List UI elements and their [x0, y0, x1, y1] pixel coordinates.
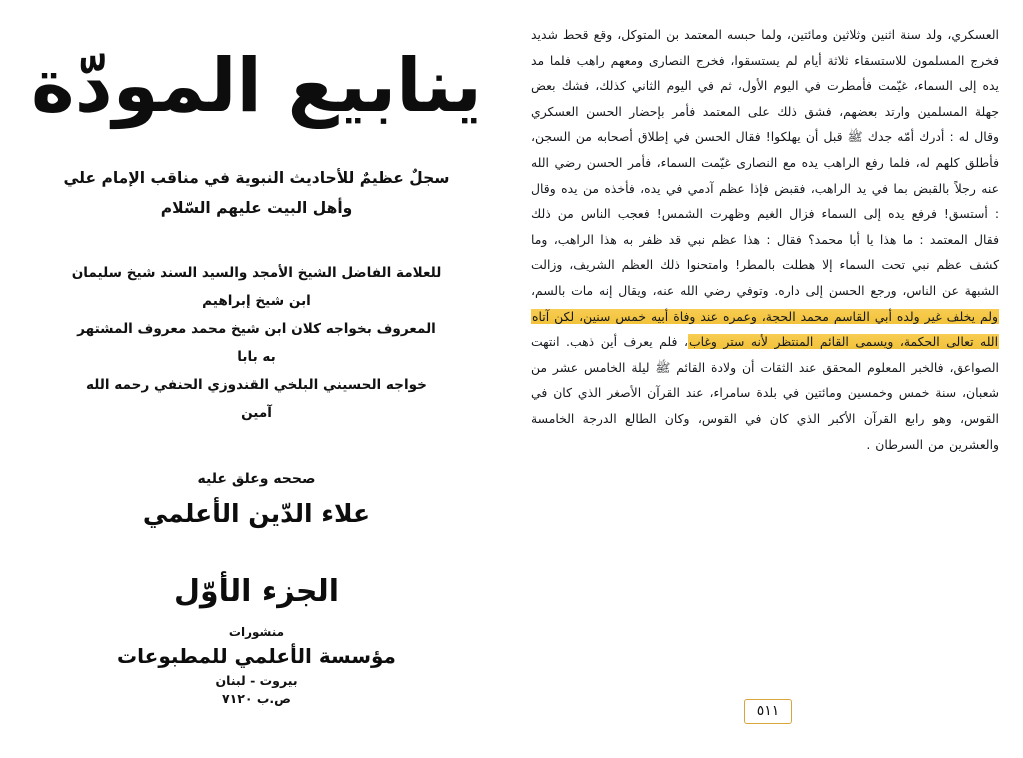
volume-label: الجزء الأوّل [173, 574, 340, 610]
verification-label: صححه وعلق عليه [197, 471, 316, 488]
book-author-attribution [30, 259, 483, 427]
text-page [513, 0, 1023, 758]
page-number: ٥١١ [744, 699, 793, 724]
publisher-name: مؤسسة الأعلمي للمطبوعات [117, 644, 396, 668]
publisher-prefix: منشورات [228, 625, 285, 639]
publisher-po-box: ص.ب ٧١٢٠ [221, 691, 291, 706]
book-subtitle [30, 163, 483, 223]
highlighted-passage: ولم يخلف غير ولده أبي القاسم محمد الحجة، وعمره عند وفاة أبيه خمس سنين، لكن آتاه الله تعالى الحكمة، ويسمى القائم المنتظر لأنه ستر وغاب [532, 308, 999, 350]
body-text-part-3: ، فلم يعرف أين ذهب. انتهت الصواعق، فالخبر المعلوم المحقق عند الثقات أن ولادة القائم ﷺ ليلة الخامس عشر من شعبان، سنة خمس وخمسين ومائتين في بلدة سامراء، عند القرآن الأصغر الذي كان في القوس، وهو رابع القرآن الأكبر الذي كان في القوس، وكان الطالع الدرجة الخامسة والعشرين من السرطان . [531, 334, 999, 452]
author-line-1: للعلامة الفاضل الشيخ الأمجد والسيد السند شيخ سليمان ابن شيخ إبراهيم [71, 265, 442, 310]
author-line-3: خواجه الحسيني البلخي القندوزي الحنفي رحمه الله آمين [86, 377, 427, 422]
folio [513, 699, 1023, 724]
book-main-title: ينابيع المودّة [31, 43, 482, 129]
publisher-block [0, 625, 513, 706]
book-subtitle-line-1: سجلٌ عظيمٌ للأحاديث النبوية في مناقب الإمام علي [63, 169, 450, 188]
book-subtitle-line-2: وأهل البيت عليهم السّلام [160, 199, 353, 218]
body-text-part-1: العسكري، ولد سنة اثنين وثلاثين ومائتين، ولما حبسه المعتمد بن المتوكل، وقع قحط شديد فخرج المسلمون للاستسقاء ثلاثة أيام لم يستسقوا، فخرج النصارى ومعهم راهب فلما مد يده إلى السماء، غيّمت فأمطرت في اليوم الأول، ثم في اليوم الثاني كذلك، فشك بعض جهلة المسلمين وارتد بعضهم، فشق ذلك على المعتمد فأمر بإحضار الحسن العسكري وقال له : أدرك أمّه جدك ﷺ قبل أن يهلكوا! فقال الحسن في إطلاق أصحابه من السجن، فأطلق كلهم له، فلما رفع الراهب يده مع النصارى غيّمت السماء، فأمر الحسن رضي الله عنه رجلاً بالقبض بما في يد الراهب، فقبض فإذا عظم آدمي في يده، فأخذه من يده وقال : أستسق! فرفع يده إلى السماء فزال الغيم وظهرت الشمس! فعجب الناس من ذلك فقال المعتمد : ما هذا يا أبا محمد؟ فقال : هذا عظم نبي قد ظفر به هذا الراهب، وما كشف عظم نبي تحت السماء إلا هطلت بالمطر! وامتحنوا ذلك العظم الشريف، وزالت الشبهة عن الناس، ورجع الحسن إلى داره. وتوفي رضي الله عنه، ويقال إنه مات بالسم، [531, 27, 999, 298]
body-paragraph [531, 22, 999, 457]
author-line-2: المعروف بخواجه كلان ابن شيخ محمد معروف المشتهر به بابا [77, 321, 436, 366]
verifier-name: علاء الدّين الأعلمي [142, 499, 371, 529]
publisher-place: بيروت - لبنان [215, 673, 298, 688]
